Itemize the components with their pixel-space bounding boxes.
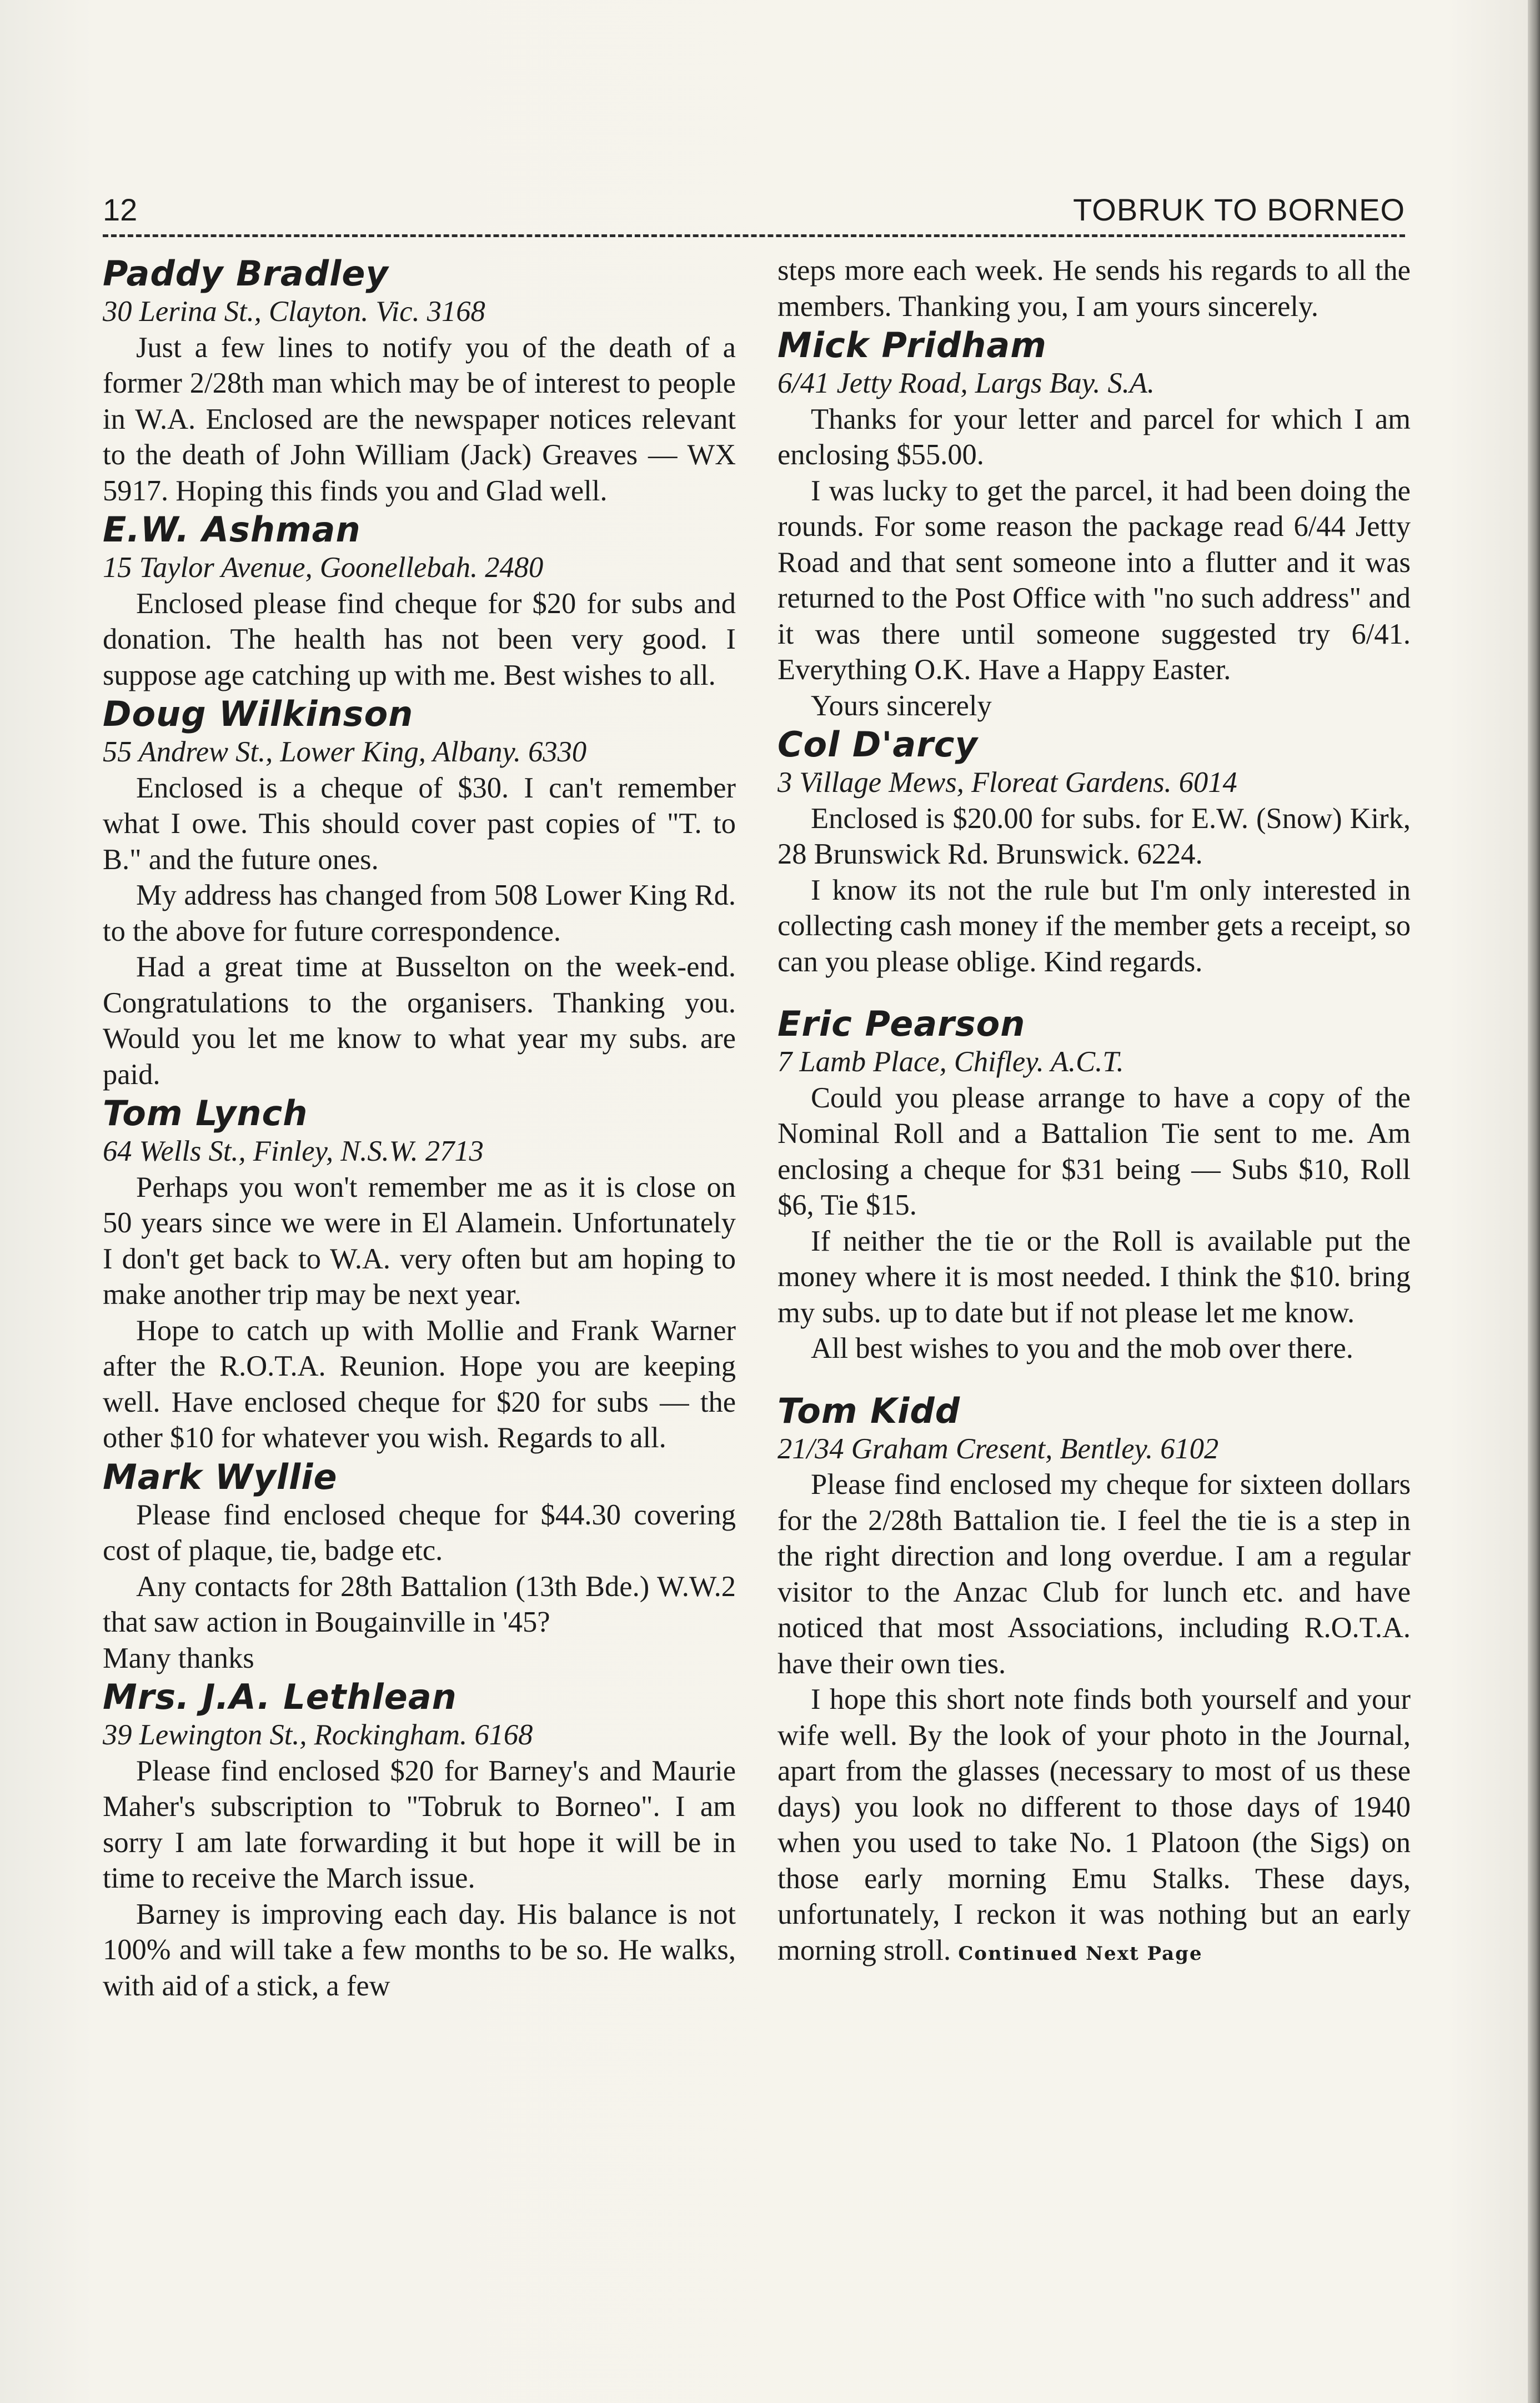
- running-title: TOBRUK TO BORNEO: [1073, 192, 1405, 227]
- letter-closing: Many thanks: [103, 1642, 254, 1674]
- page-edge-shadow: [1528, 0, 1540, 2403]
- left-column: [103, 253, 736, 2004]
- letter-paragraph: All best wishes to you and the mob over there.: [811, 1332, 1353, 1364]
- letter-closing: Yours sincerely: [811, 689, 992, 722]
- letter-entry: [103, 1457, 736, 1677]
- letter-paragraph: My address has changed from 508 Lower King Rd. to the above for future correspondence.: [103, 879, 736, 947]
- letter-entry: [777, 1004, 1411, 1367]
- spacer: [777, 980, 1411, 1003]
- letter-paragraph: Please find enclosed my cheque for sixteen dollars for the 2/28th Battalion tie. I feel the tie is a step in the right direction and long overdue. I am a regular visitor to the Anzac Club for lunch etc. and have noticed that most Associations, including R.O.T.A. have their own ties.: [777, 1468, 1411, 1680]
- letter-author: Mrs. J.A. Lethlean: [103, 1677, 457, 1717]
- continued-next-page: Continued Next Page: [958, 1942, 1203, 1965]
- letter-paragraph: Thanks for your letter and parcel for which I am enclosing $55.00.: [777, 403, 1411, 471]
- spacer: [777, 1367, 1411, 1390]
- letter-entry: [777, 1391, 1411, 1972]
- letter-author: Tom Lynch: [103, 1093, 308, 1133]
- letter-address: 21/34 Graham Cresent, Bentley. 6102: [777, 1432, 1219, 1465]
- letter-address: 30 Lerina St., Clayton. Vic. 3168: [103, 295, 485, 328]
- letter-entry: [103, 510, 736, 693]
- letter-address: 64 Wells St., Finley, N.S.W. 2713: [103, 1135, 484, 1167]
- letter-entry: [103, 1093, 736, 1456]
- letter-address: 6/41 Jetty Road, Largs Bay. S.A.: [777, 367, 1155, 399]
- letter-paragraph: Could you please arrange to have a copy of the Nominal Roll and a Battalion Tie sent to me. Am enclosing a cheque for $31 being — Subs $10, Roll $6, Tie $15.: [777, 1081, 1411, 1221]
- letter-paragraph: Perhaps you won't remember me as it is close on 50 years since we were in El Alamein. Unfortunately I don't get back to W.A. very often but am hoping to make another trip may be next year.: [103, 1171, 736, 1311]
- letter-address: 7 Lamb Place, Chifley. A.C.T.: [777, 1046, 1124, 1078]
- letter-paragraph-text: I hope this short note finds both yourself and your wife well. By the look of your photo in the Journal, apart from the glasses (necessary to most of us these days) you look no different to those days of 1940 when you used to take No. 1 Platoon (the Sigs) on those early morning Emu Stalks. These days, unfortunately, I reckon it was nothing but an early morning stroll.: [777, 1683, 1411, 1966]
- letter-author: Mark Wyllie: [103, 1456, 338, 1497]
- letter-author: Tom Kidd: [777, 1390, 961, 1431]
- header-rule: [103, 234, 1405, 237]
- letter-address: 15 Taylor Avenue, Goonellebah. 2480: [103, 551, 544, 584]
- letter-address: 39 Lewington St., Rockingham. 6168: [103, 1719, 533, 1751]
- letter-author: Eric Pearson: [777, 1004, 1026, 1044]
- letter-paragraph: Enclosed please find cheque for $20 for subs and donation. The health has not been very good. I suppose age catching up with me. Best wishes to all.: [103, 587, 736, 691]
- letter-author: Doug Wilkinson: [103, 694, 414, 734]
- letter-paragraph: Enclosed is $20.00 for subs. for E.W. (Snow) Kirk, 28 Brunswick Rd. Brunswick. 6224.: [777, 802, 1411, 870]
- letter-entry: [103, 1677, 736, 2004]
- letter-paragraph: Just a few lines to notify you of the death of a former 2/28th man which may be of interest to people in W.A. Enclosed are the newspaper notices relevant to the death of John William (Jack) Greaves — WX 5917. Hoping this finds you and Glad well.: [103, 331, 736, 507]
- right-column: [777, 253, 1411, 1971]
- letter-paragraph: Enclosed is a cheque of $30. I can't remember what I owe. This should cover past copies of "T. to B." and the future ones.: [103, 771, 736, 876]
- letter-paragraph: I know its not the rule but I'm only interested in collecting cash money if the member gets a receipt, so can you please oblige. Kind regards.: [777, 874, 1411, 978]
- letter-paragraph: steps more each week. He sends his regards to all the members. Thanking you, I am yours sincerely.: [777, 254, 1411, 323]
- letter-paragraph: If neither the tie or the Roll is available put the money where it is most needed. I think the $10. bring my subs. up to date but if not please let me know.: [777, 1225, 1411, 1329]
- page-header: [103, 192, 1405, 232]
- letter-author: Mick Pridham: [777, 325, 1047, 365]
- page-number: 12: [103, 192, 138, 227]
- letter-address: 55 Andrew St., Lower King, Albany. 6330: [103, 736, 587, 768]
- letter-entry: [777, 725, 1411, 980]
- letter-paragraph: Any contacts for 28th Battalion (13th Bde.) W.W.2 that saw action in Bougainville in '45?: [103, 1570, 736, 1638]
- letter-paragraph: Please find enclosed $20 for Barney's and Maurie Maher's subscription to "Tobruk to Borneo". I am sorry I am late forwarding it but hope it will be in time to receive the March issue.: [103, 1754, 736, 1894]
- letter-entry: [777, 325, 1411, 724]
- letter-entry-continued: [777, 253, 1411, 324]
- letter-author: E.W. Ashman: [103, 509, 361, 550]
- letter-entry: [103, 254, 736, 509]
- letter-author: Paddy Bradley: [103, 253, 389, 294]
- letter-paragraph: Please find enclosed cheque for $44.30 covering cost of plaque, tie, badge etc.: [103, 1498, 736, 1567]
- letter-paragraph: [777, 1682, 1411, 1971]
- letter-entry: [103, 694, 736, 1092]
- letter-address: 3 Village Mews, Floreat Gardens. 6014: [777, 766, 1237, 799]
- letter-paragraph: Barney is improving each day. His balance is not 100% and will take a few months to be so. He walks, with aid of a stick, a few: [103, 1898, 736, 2002]
- letter-paragraph: I was lucky to get the parcel, it had been doing the rounds. For some reason the package read 6/44 Jetty Road and that sent someone into a flutter and it was returned to the Post Office with "no such address" and it was there until someone suggested try 6/41. Everything O.K. Have a Happy Easter.: [777, 474, 1411, 686]
- letter-paragraph: Had a great time at Busselton on the week-end. Congratulations to the organisers. Thanking you. Would you let me know to what year my subs. are paid.: [103, 951, 736, 1091]
- letter-paragraph: Hope to catch up with Mollie and Frank Warner after the R.O.T.A. Reunion. Hope you are keeping well. Have enclosed cheque for $20 for subs — the other $10 for whatever you wish. Regards to all.: [103, 1314, 736, 1454]
- letter-author: Col D'arcy: [777, 724, 978, 765]
